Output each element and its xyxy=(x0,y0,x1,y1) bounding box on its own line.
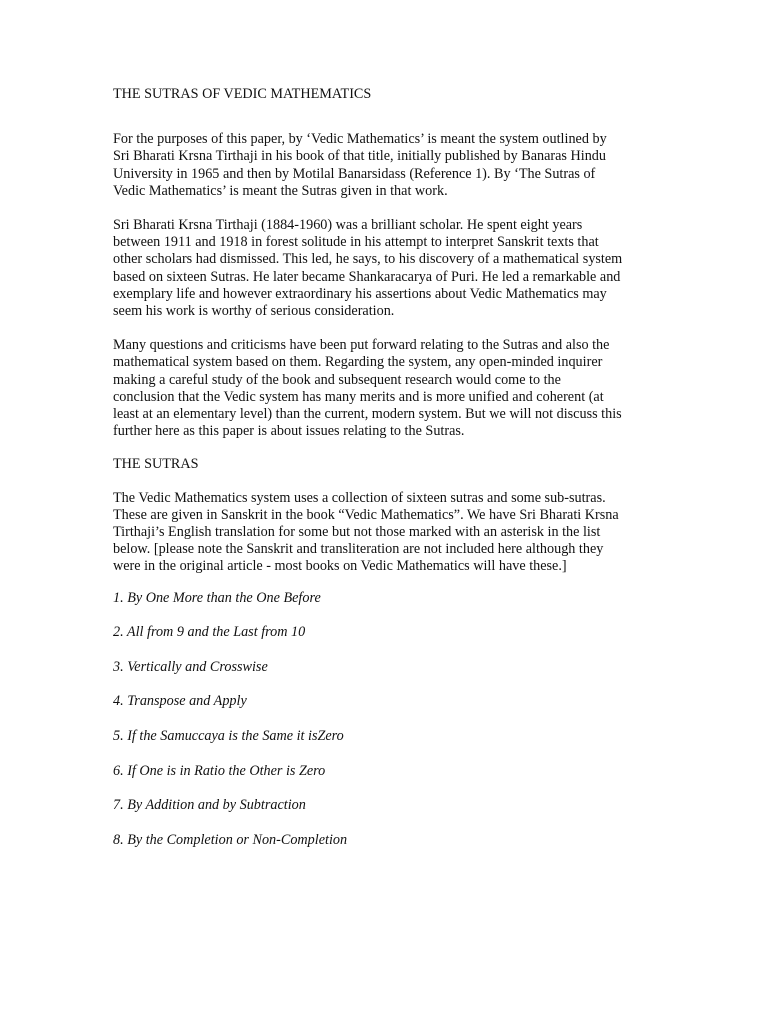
sutra-item: 7. By Addition and by Subtraction xyxy=(113,797,306,814)
section-heading: THE SUTRAS xyxy=(113,456,199,473)
document-page xyxy=(113,86,658,866)
criticism-paragraph: Many questions and criticisms have been put forward relating to the Sutras and also the mathematical system based on them. Regarding the system, any open-minded inquirer making a careful study of the book and subsequent research would come to the conclusion that the Vedic system has many merits and is more unified and coherent (at least at an elementary level) than the current, modern system. But we will not discuss this further here as this paper is about issues relating to the Sutras. xyxy=(113,337,622,440)
sutra-item: 1. By One More than the One Before xyxy=(113,589,321,606)
sutra-list xyxy=(113,590,658,867)
intro-paragraph: For the purposes of this paper, by ‘Vedic Mathematics’ is meant the system outlined by Sri Bharati Krsna Tirthaji in his book of that title, initially published by Banaras Hindu University in 1965 and then by Motilal Banarsidass (Reference 1). By ‘The Sutras of Vedic Mathematics’ is meant the Sutras given in that work. xyxy=(113,131,607,199)
sutras-intro-paragraph: The Vedic Mathematics system uses a collection of sixteen sutras and some sub-sutras. These are given in Sanskrit in the book “Vedic Mathematics”. We have Sri Bharati Krsna Tirthaji’s English translation for some but not those marked with an asterisk in the list below. [please note the Sanskrit and transliteration are not included here although they were in the original article - most books on Vedic Mathematics will have these.] xyxy=(113,489,619,575)
sutra-item: 4. Transpose and Apply xyxy=(113,693,247,710)
author-paragraph: Sri Bharati Krsna Tirthaji (1884-1960) was a brilliant scholar. He spent eight years between 1911 and 1918 in forest solitude in his attempt to interpret Sanskrit texts that other scholars had dismissed. This led, he says, to his discovery of a mathematical system based on sixteen Sutras. He later became Shankaracarya of Puri. He led a remarkable and exemplary life and however extraordinary his assertions about Vedic Mathematics may seem his work is worthy of serious consideration. xyxy=(113,217,623,320)
sutra-item: 6. If One is in Ratio the Other is Zero xyxy=(113,762,326,779)
sutra-item: 5. If the Samuccaya is the Same it isZero xyxy=(113,728,344,745)
sutra-item: 3. Vertically and Crosswise xyxy=(113,658,268,675)
sutra-item: 8. By the Completion or Non-Completion xyxy=(113,831,348,848)
document-title: THE SUTRAS OF VEDIC MATHEMATICS xyxy=(113,86,372,102)
sutra-item: 2. All from 9 and the Last from 10 xyxy=(113,624,306,641)
